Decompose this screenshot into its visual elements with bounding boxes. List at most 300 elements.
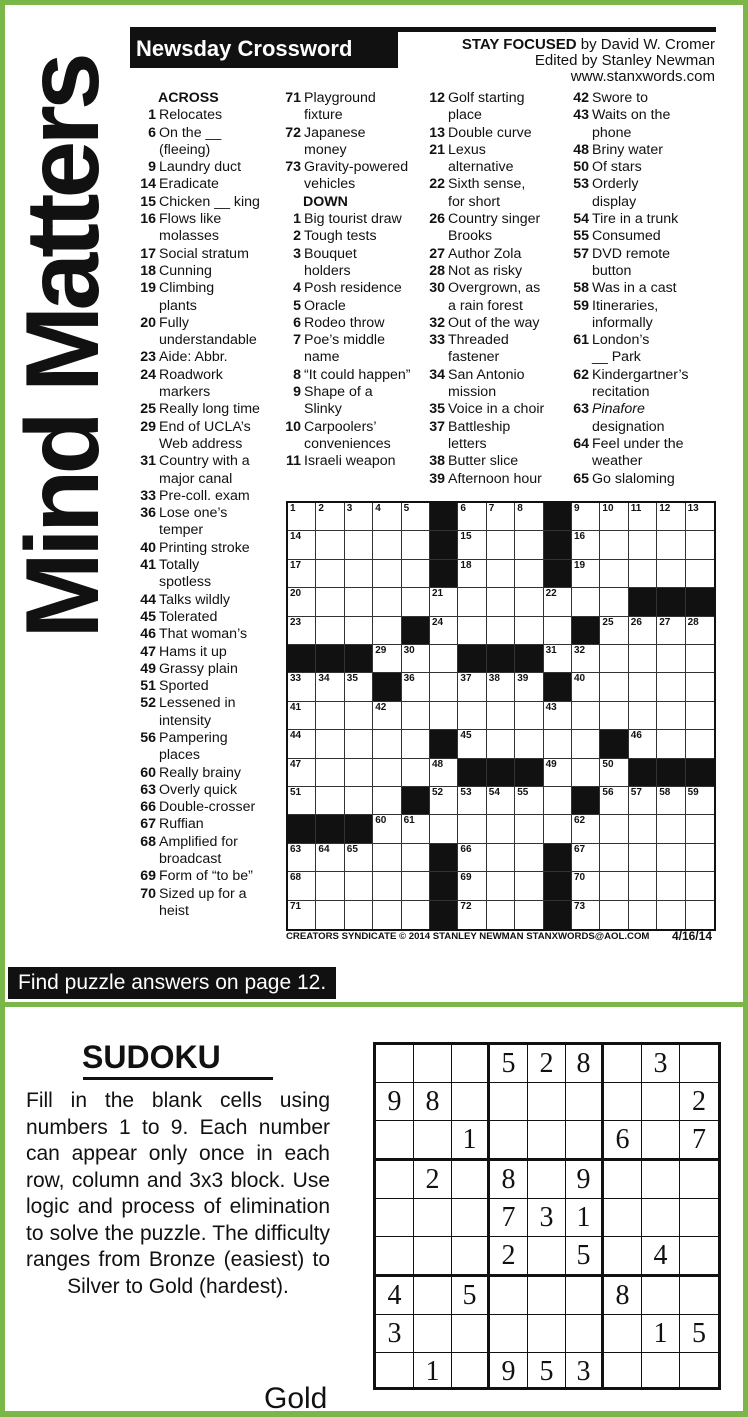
clue-continuation	[136, 142, 276, 159]
grid-block	[430, 531, 458, 559]
clue-text: Feel under the	[592, 435, 684, 452]
grid-cell[interactable]	[629, 815, 657, 843]
grid-cell[interactable]	[600, 503, 628, 531]
grid-cell[interactable]	[316, 844, 344, 872]
grid-cell[interactable]	[402, 815, 430, 843]
clue-number: 62	[573, 366, 589, 383]
clue-number: 57	[573, 245, 589, 262]
grid-cell[interactable]	[686, 844, 714, 872]
clue	[425, 332, 567, 349]
grid-cell[interactable]	[458, 588, 486, 616]
grid-cell[interactable]	[657, 673, 685, 701]
grid-cell[interactable]	[487, 503, 515, 531]
grid-cell[interactable]	[345, 531, 373, 559]
sudoku-cell[interactable]	[414, 1277, 452, 1315]
grid-cell[interactable]	[373, 759, 401, 787]
sudoku-cell[interactable]	[452, 1199, 490, 1237]
grid-cell[interactable]	[487, 617, 515, 645]
sudoku-cell[interactable]	[490, 1277, 528, 1315]
clue-number: 19	[140, 280, 156, 297]
grid-cell[interactable]	[600, 531, 628, 559]
grid-cell[interactable]	[686, 617, 714, 645]
grid-cell[interactable]	[600, 787, 628, 815]
grid-cell[interactable]	[657, 503, 685, 531]
sudoku-cell[interactable]	[604, 1315, 642, 1353]
sudoku-cell[interactable]	[680, 1277, 718, 1315]
grid-cell[interactable]	[373, 872, 401, 900]
clue	[136, 263, 276, 280]
clue-text: Itineraries,	[592, 297, 659, 314]
grid-cell[interactable]	[686, 702, 714, 730]
sudoku-cell[interactable]	[376, 1353, 414, 1390]
grid-cell[interactable]	[373, 617, 401, 645]
clue-text: Talks wildly	[159, 591, 230, 608]
grid-cell[interactable]	[373, 844, 401, 872]
sudoku-cell[interactable]	[452, 1315, 490, 1353]
cell-number: 6	[460, 503, 466, 514]
grid-cell[interactable]	[544, 588, 572, 616]
grid-cell[interactable]	[402, 645, 430, 673]
grid-cell[interactable]	[657, 815, 685, 843]
cell-number: 27	[659, 616, 671, 628]
grid-cell[interactable]	[288, 787, 316, 815]
grid-cell[interactable]	[572, 844, 600, 872]
crossword-theme: STAY FOCUSED	[461, 36, 577, 53]
grid-cell[interactable]	[345, 901, 373, 929]
sudoku-cell[interactable]	[376, 1121, 414, 1161]
sudoku-cell[interactable]	[604, 1199, 642, 1237]
grid-cell[interactable]	[316, 617, 344, 645]
grid-cell[interactable]	[316, 673, 344, 701]
grid-cell[interactable]	[487, 588, 515, 616]
grid-cell[interactable]	[458, 531, 486, 559]
grid-cell[interactable]	[458, 815, 486, 843]
grid-cell[interactable]	[402, 560, 430, 588]
grid-cell[interactable]	[600, 645, 628, 673]
grid-cell[interactable]	[316, 730, 344, 758]
grid-cell[interactable]	[572, 673, 600, 701]
grid-cell[interactable]	[515, 901, 543, 929]
clue-number	[136, 142, 156, 159]
grid-cell[interactable]	[373, 815, 401, 843]
grid-cell[interactable]	[572, 560, 600, 588]
grid-cell[interactable]	[458, 702, 486, 730]
grid-cell[interactable]	[316, 503, 344, 531]
grid-cell[interactable]	[572, 872, 600, 900]
clue	[425, 176, 567, 193]
grid-cell[interactable]	[657, 645, 685, 673]
sudoku-cell[interactable]	[680, 1045, 718, 1083]
sudoku-cell[interactable]	[528, 1161, 566, 1199]
grid-cell[interactable]	[316, 588, 344, 616]
grid-cell[interactable]	[487, 531, 515, 559]
sudoku-cell[interactable]	[604, 1161, 642, 1199]
sudoku-cell[interactable]	[642, 1121, 680, 1161]
cell-number: 52	[431, 786, 444, 798]
grid-cell[interactable]	[515, 872, 543, 900]
clue-number: 64	[573, 435, 589, 452]
grid-cell[interactable]	[430, 702, 458, 730]
sudoku-cell[interactable]	[452, 1045, 490, 1083]
grid-cell[interactable]	[345, 844, 373, 872]
grid-cell[interactable]	[600, 872, 628, 900]
sudoku-cell[interactable]	[490, 1121, 528, 1161]
grid-cell[interactable]	[288, 588, 316, 616]
grid-cell[interactable]	[402, 759, 430, 787]
grid-cell[interactable]	[373, 730, 401, 758]
cell-number: 30	[403, 644, 415, 656]
sudoku-cell[interactable]	[528, 1315, 566, 1353]
clue-continuation	[425, 298, 567, 315]
grid-cell[interactable]	[686, 787, 714, 815]
grid-block	[430, 730, 458, 758]
grid-cell[interactable]	[629, 872, 657, 900]
grid-cell[interactable]	[373, 503, 401, 531]
grid-cell[interactable]	[600, 901, 628, 929]
clue-text: Posh residence	[304, 280, 402, 297]
sudoku-cell[interactable]	[528, 1237, 566, 1277]
grid-cell[interactable]	[288, 759, 316, 787]
grid-cell[interactable]	[515, 617, 543, 645]
cell-number: 35	[346, 673, 358, 685]
grid-cell[interactable]	[430, 588, 458, 616]
sudoku-cell[interactable]	[680, 1199, 718, 1237]
sudoku-cell[interactable]	[566, 1315, 604, 1353]
clue-continuation	[281, 107, 423, 124]
grid-cell[interactable]	[373, 531, 401, 559]
sudoku-cell[interactable]	[604, 1237, 642, 1277]
sudoku-cell[interactable]	[642, 1161, 680, 1199]
grid-cell[interactable]	[402, 531, 430, 559]
clue-number	[569, 263, 589, 280]
sudoku-cell[interactable]	[642, 1277, 680, 1315]
grid-cell[interactable]	[629, 787, 657, 815]
grid-cell[interactable]	[657, 730, 685, 758]
grid-cell[interactable]	[288, 872, 316, 900]
grid-cell[interactable]	[544, 787, 572, 815]
grid-cell[interactable]	[288, 503, 316, 531]
grid-cell[interactable]	[544, 617, 572, 645]
grid-cell[interactable]	[288, 702, 316, 730]
grid-cell[interactable]	[515, 673, 543, 701]
grid-cell[interactable]	[373, 645, 401, 673]
grid-cell[interactable]	[572, 645, 600, 673]
grid-cell[interactable]	[430, 759, 458, 787]
grid-cell[interactable]	[629, 730, 657, 758]
clue-number: 6	[293, 314, 301, 331]
clue-text: Totally	[159, 557, 200, 574]
grid-cell[interactable]	[316, 901, 344, 929]
grid-cell[interactable]	[430, 815, 458, 843]
grid-cell[interactable]	[487, 787, 515, 815]
sudoku-cell[interactable]	[528, 1277, 566, 1315]
grid-block	[544, 673, 572, 701]
sudoku-given: 7	[680, 1121, 718, 1161]
grid-cell[interactable]	[487, 730, 515, 758]
grid-cell[interactable]	[515, 560, 543, 588]
grid-cell[interactable]	[686, 531, 714, 559]
grid-cell[interactable]	[657, 787, 685, 815]
grid-cell[interactable]	[686, 901, 714, 929]
grid-cell[interactable]	[572, 815, 600, 843]
grid-cell[interactable]	[544, 645, 572, 673]
sudoku-cell[interactable]	[376, 1199, 414, 1237]
clue-continuation	[425, 107, 567, 124]
grid-cell[interactable]	[686, 815, 714, 843]
grid-cell[interactable]	[629, 503, 657, 531]
grid-cell[interactable]	[345, 588, 373, 616]
sudoku-cell[interactable]	[414, 1199, 452, 1237]
sudoku-given: 4	[642, 1237, 680, 1277]
sudoku-cell[interactable]	[642, 1199, 680, 1237]
grid-cell[interactable]	[458, 901, 486, 929]
grid-cell[interactable]	[373, 901, 401, 929]
grid-cell[interactable]	[373, 560, 401, 588]
grid-cell[interactable]	[629, 617, 657, 645]
grid-cell[interactable]	[600, 702, 628, 730]
grid-cell[interactable]	[345, 702, 373, 730]
grid-cell[interactable]	[515, 531, 543, 559]
grid-cell[interactable]	[430, 787, 458, 815]
grid-cell[interactable]	[515, 815, 543, 843]
sudoku-cell[interactable]	[642, 1353, 680, 1390]
grid-cell[interactable]	[572, 901, 600, 929]
clue-text: Orderly	[592, 176, 639, 193]
grid-cell[interactable]	[629, 702, 657, 730]
grid-block	[373, 673, 401, 701]
grid-cell[interactable]	[572, 588, 600, 616]
grid-cell[interactable]	[373, 787, 401, 815]
sudoku-cell[interactable]	[376, 1045, 414, 1083]
grid-cell[interactable]	[316, 702, 344, 730]
grid-cell[interactable]	[402, 503, 430, 531]
clue-column-3	[425, 90, 567, 488]
grid-cell[interactable]	[629, 645, 657, 673]
clue-number	[136, 522, 156, 539]
grid-cell[interactable]	[458, 503, 486, 531]
grid-cell[interactable]	[458, 560, 486, 588]
clue-number: 12	[429, 90, 445, 106]
grid-cell[interactable]	[430, 617, 458, 645]
sudoku-cell[interactable]	[604, 1083, 642, 1121]
grid-cell[interactable]	[686, 645, 714, 673]
grid-cell[interactable]	[487, 901, 515, 929]
grid-cell[interactable]	[316, 787, 344, 815]
grid-cell[interactable]	[458, 617, 486, 645]
grid-cell[interactable]	[345, 759, 373, 787]
grid-cell[interactable]	[288, 560, 316, 588]
grid-cell[interactable]	[686, 503, 714, 531]
grid-block	[345, 645, 373, 673]
clue	[425, 315, 567, 332]
grid-cell[interactable]	[657, 531, 685, 559]
sudoku-cell[interactable]	[680, 1353, 718, 1390]
grid-cell[interactable]	[686, 673, 714, 701]
grid-cell[interactable]	[629, 673, 657, 701]
sudoku-cell[interactable]	[452, 1353, 490, 1390]
grid-cell[interactable]	[288, 673, 316, 701]
grid-cell[interactable]	[345, 872, 373, 900]
clue-continuation	[569, 125, 719, 142]
grid-cell[interactable]	[686, 560, 714, 588]
grid-cell[interactable]	[430, 645, 458, 673]
grid-cell[interactable]	[458, 844, 486, 872]
clue-number: 22	[429, 176, 445, 193]
grid-cell[interactable]	[515, 787, 543, 815]
grid-cell[interactable]	[487, 872, 515, 900]
grid-cell[interactable]	[572, 730, 600, 758]
grid-cell[interactable]	[544, 730, 572, 758]
grid-cell[interactable]	[316, 759, 344, 787]
grid-cell[interactable]	[402, 872, 430, 900]
sudoku-cell[interactable]	[490, 1315, 528, 1353]
grid-cell[interactable]	[288, 617, 316, 645]
grid-cell[interactable]	[316, 872, 344, 900]
grid-block	[316, 815, 344, 843]
sudoku-cell[interactable]	[528, 1083, 566, 1121]
grid-cell[interactable]	[686, 730, 714, 758]
sudoku-cell[interactable]	[414, 1237, 452, 1277]
grid-cell[interactable]	[657, 901, 685, 929]
sudoku-cell[interactable]	[490, 1083, 528, 1121]
grid-cell[interactable]	[402, 673, 430, 701]
clue-text: Overly quick	[159, 781, 238, 798]
cell-number: 71	[290, 900, 302, 912]
sudoku-given: 1	[452, 1121, 490, 1161]
sudoku-cell[interactable]	[376, 1237, 414, 1277]
grid-cell[interactable]	[629, 531, 657, 559]
clue-number: 56	[140, 729, 156, 746]
grid-cell[interactable]	[430, 673, 458, 701]
clue-number	[136, 332, 156, 349]
clue-number: 17	[140, 245, 156, 262]
sudoku-cell[interactable]	[680, 1237, 718, 1277]
grid-cell[interactable]	[629, 901, 657, 929]
grid-cell[interactable]	[288, 531, 316, 559]
grid-cell[interactable]	[572, 759, 600, 787]
grid-cell[interactable]	[515, 730, 543, 758]
grid-cell[interactable]	[686, 872, 714, 900]
clue	[281, 384, 423, 401]
cell-number: 21	[431, 588, 444, 600]
sudoku-cell[interactable]	[414, 1045, 452, 1083]
grid-cell[interactable]	[345, 787, 373, 815]
sudoku-cell[interactable]	[414, 1121, 452, 1161]
grid-cell[interactable]	[544, 759, 572, 787]
grid-cell[interactable]	[629, 844, 657, 872]
clue-text: Big tourist draw	[304, 211, 402, 228]
grid-cell[interactable]	[458, 787, 486, 815]
grid-block	[288, 645, 316, 673]
grid-cell[interactable]	[600, 617, 628, 645]
grid-cell[interactable]	[487, 815, 515, 843]
clue	[136, 695, 276, 712]
sudoku-cell[interactable]	[566, 1083, 604, 1121]
cell-number: 50	[602, 758, 614, 770]
grid-cell[interactable]	[600, 815, 628, 843]
clue	[569, 332, 719, 349]
sudoku-cell[interactable]	[528, 1121, 566, 1161]
grid-cell[interactable]	[402, 901, 430, 929]
sudoku-cell[interactable]	[680, 1161, 718, 1199]
sudoku-cell[interactable]	[452, 1237, 490, 1277]
grid-cell[interactable]	[402, 702, 430, 730]
grid-cell[interactable]	[600, 844, 628, 872]
grid-cell[interactable]	[572, 702, 600, 730]
sudoku-cell[interactable]	[566, 1277, 604, 1315]
grid-cell[interactable]	[600, 560, 628, 588]
grid-cell[interactable]	[487, 844, 515, 872]
grid-cell[interactable]	[316, 531, 344, 559]
sudoku-cell[interactable]	[642, 1083, 680, 1121]
sudoku-cell[interactable]	[414, 1315, 452, 1353]
grid-cell[interactable]	[402, 730, 430, 758]
clue-text: Eradicate	[159, 176, 219, 193]
grid-cell[interactable]	[487, 673, 515, 701]
clue-number: 68	[140, 833, 156, 850]
grid-cell[interactable]	[288, 730, 316, 758]
grid-cell[interactable]	[487, 560, 515, 588]
grid-cell[interactable]	[316, 560, 344, 588]
grid-cell[interactable]	[657, 844, 685, 872]
clue-text: Butter slice	[448, 453, 519, 470]
grid-cell[interactable]	[345, 673, 373, 701]
grid-cell[interactable]	[515, 844, 543, 872]
grid-cell[interactable]	[572, 531, 600, 559]
grid-cell[interactable]	[600, 759, 628, 787]
grid-cell[interactable]	[345, 617, 373, 645]
grid-cell[interactable]	[373, 588, 401, 616]
clue-continuation	[281, 176, 423, 193]
clue	[136, 211, 276, 228]
cell-number: 7	[488, 503, 495, 514]
sudoku-cell[interactable]	[566, 1121, 604, 1161]
grid-cell[interactable]	[345, 730, 373, 758]
grid-cell[interactable]	[629, 560, 657, 588]
grid-cell[interactable]	[515, 702, 543, 730]
grid-cell[interactable]	[657, 617, 685, 645]
grid-cell[interactable]	[544, 702, 572, 730]
grid-cell[interactable]	[657, 872, 685, 900]
sudoku-cell[interactable]	[604, 1045, 642, 1083]
grid-cell[interactable]	[515, 503, 543, 531]
grid-cell[interactable]	[288, 844, 316, 872]
grid-cell[interactable]	[288, 901, 316, 929]
sudoku-given: 2	[414, 1161, 452, 1199]
sudoku-cell[interactable]	[452, 1161, 490, 1199]
grid-cell[interactable]	[600, 588, 628, 616]
grid-cell[interactable]	[515, 588, 543, 616]
grid-cell[interactable]	[572, 503, 600, 531]
grid-cell[interactable]	[402, 844, 430, 872]
sudoku-cell[interactable]	[376, 1161, 414, 1199]
grid-cell[interactable]	[657, 560, 685, 588]
grid-cell[interactable]	[458, 730, 486, 758]
grid-cell[interactable]	[458, 673, 486, 701]
sudoku-cell[interactable]	[452, 1083, 490, 1121]
sudoku-cell[interactable]	[604, 1353, 642, 1390]
grid-cell[interactable]	[402, 588, 430, 616]
grid-cell[interactable]	[657, 702, 685, 730]
grid-cell[interactable]	[544, 815, 572, 843]
grid-cell[interactable]	[373, 702, 401, 730]
clue-number: 24	[140, 366, 156, 383]
grid-cell[interactable]	[345, 503, 373, 531]
grid-cell[interactable]	[345, 560, 373, 588]
grid-cell[interactable]	[458, 872, 486, 900]
grid-cell[interactable]	[600, 673, 628, 701]
grid-cell[interactable]	[487, 702, 515, 730]
